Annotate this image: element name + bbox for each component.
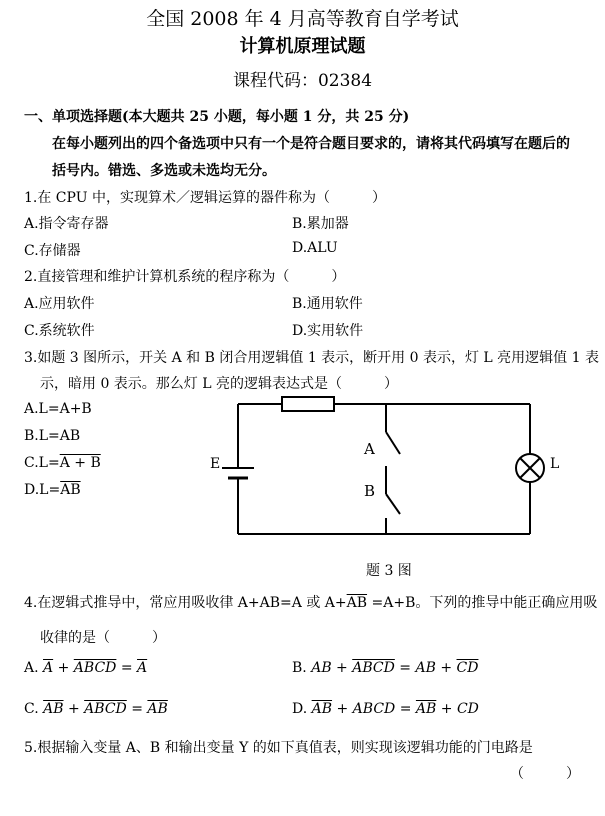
q4-option-a-formula: $\overline{A}$ + ABCD = $\overline{A}$ xyxy=(43,660,148,676)
q4-option-d xyxy=(292,701,479,717)
q1-option-a: A.指令寄存器 xyxy=(24,216,109,232)
q1-option-c: C.存储器 xyxy=(24,243,81,259)
q4-option-a-label: A. xyxy=(24,660,39,676)
q4-stem-pre: 4.在逻辑式推导中，常应用吸收律 A+AB=A 或 A+ xyxy=(24,595,347,611)
q3-option-a: A.L=A+B xyxy=(24,401,92,417)
resistor-icon xyxy=(282,397,334,411)
q2-option-d: D.实用软件 xyxy=(292,323,364,339)
q4-stem-line1 xyxy=(24,592,597,612)
section-instruction-2: 括号内。错选、多选或未选均无分。 xyxy=(52,163,276,179)
q2-option-c: C.系统软件 xyxy=(24,323,95,339)
q4-option-b-label: B. xyxy=(292,660,307,676)
q3-option-c-prefix: C.L= xyxy=(24,455,60,471)
course-code: 课程代码：02384 xyxy=(232,71,373,91)
subject-title: 计算机原理试题 xyxy=(239,36,366,57)
q4-option-d-label: D. xyxy=(292,701,308,717)
q4-option-b-formula: AB + ABCD = AB + $\overline{CD}$ xyxy=(311,660,479,676)
q4-option-b xyxy=(292,660,478,676)
section-heading: 一、单项选择题(本大题共 25 小题，每小题 1 分，共 25 分) xyxy=(24,109,410,125)
q4-option-c-label: C. xyxy=(24,701,39,717)
q5-answer-paren: （ ） xyxy=(510,766,580,782)
q3-option-d xyxy=(24,482,81,498)
q4-option-d-formula: $\overline{AB}$ + ABCD = $\overline{AB}$ + CD xyxy=(311,701,479,717)
label-e: E xyxy=(210,456,221,472)
q3-option-d-prefix: D.L= xyxy=(24,482,61,498)
q2-option-b: B.通用软件 xyxy=(292,296,363,312)
lamp-icon xyxy=(516,454,544,482)
q4-option-c-formula: $\overline{AB}$ + ABCD = $\overline{AB}$ xyxy=(43,701,168,717)
q3-figure-caption: 题 3 图 xyxy=(366,563,412,579)
q5-stem: 5.根据输入变量 A、B 和输出变量 Y 的如下真值表，则实现该逻辑功能的门电路是 xyxy=(24,740,533,756)
label-a: A xyxy=(364,440,375,458)
label-l: L xyxy=(550,456,560,472)
q3-option-c xyxy=(24,455,101,471)
switch-b-blade xyxy=(386,494,400,514)
q4-option-a xyxy=(24,660,147,676)
q1-option-d: D.ALU xyxy=(292,240,338,256)
switch-a-blade xyxy=(386,432,400,454)
q2-option-a: A.应用软件 xyxy=(24,296,95,312)
q3-stem-line2: 示，暗用 0 表示。那么灯 L 亮的逻辑表达式是（ ） xyxy=(40,376,399,392)
q2-stem: 2.直接管理和维护计算机系统的程序称为（ ） xyxy=(24,269,346,285)
q3-option-c-expr: A + B xyxy=(59,455,101,471)
q1-stem: 1.在 CPU 中，实现算术／逻辑运算的器件称为（ ） xyxy=(24,190,386,206)
q3-option-d-expr: $\overline{AB}$ xyxy=(60,482,81,498)
q4-option-c xyxy=(24,701,168,717)
q3-circuit-diagram xyxy=(200,390,580,550)
section-instruction-1: 在每小题列出的四个备选项中只有一个是符合题目要求的，请将其代码填写在题后的 xyxy=(52,136,570,152)
q1-option-b: B.累加器 xyxy=(292,216,349,232)
q3-option-b: B.L=AB xyxy=(24,428,81,444)
q4-stem-post: =A+B。下列的推导中能正确应用吸 xyxy=(367,595,598,611)
label-b: B xyxy=(364,482,376,500)
exam-title: 全国 2008 年 4 月高等教育自学考试 xyxy=(146,8,459,30)
q4-stem-line2: 收律的是（ ） xyxy=(40,630,166,646)
q4-stem-over: $\overline{AB}$ xyxy=(346,595,368,611)
q3-stem-line1: 3.如题 3 图所示，开关 A 和 B 闭合用逻辑值 1 表示，断开用 0 表示，灯 L 亮用逻辑值 1 表 xyxy=(24,350,599,366)
